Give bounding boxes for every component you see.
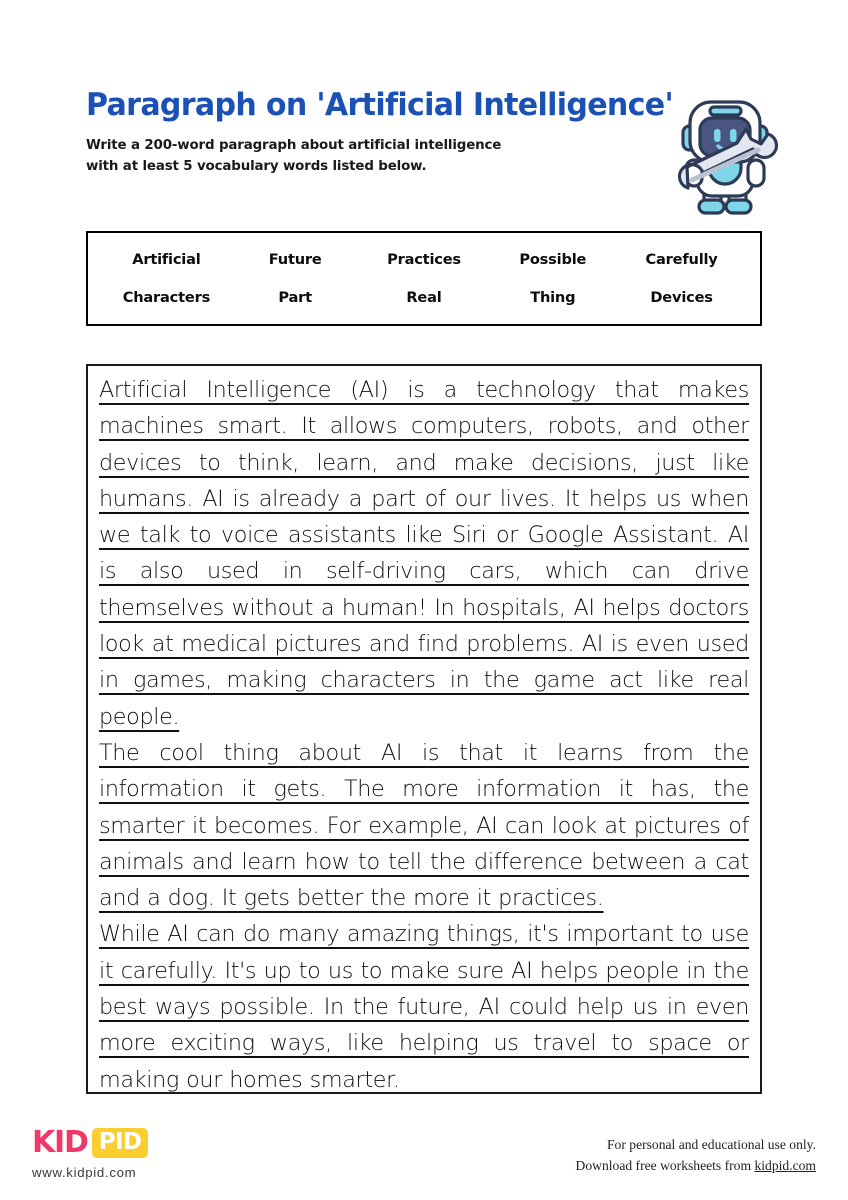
vocabulary-word-bank [86, 231, 762, 326]
vocabulary-word: Characters [122, 289, 211, 306]
footer-legal-text [576, 1134, 816, 1176]
instruction-line-1: Write a 200-word paragraph about artificial intelligence [86, 137, 502, 153]
vocabulary-word: Carefully [645, 251, 718, 268]
worksheet-instructions [86, 135, 676, 178]
vocabulary-word: Part [278, 289, 312, 306]
legal-line-1: For personal and educational use only. [606, 1137, 816, 1152]
legal-line-2 [576, 1155, 816, 1176]
worksheet-header [86, 88, 776, 218]
kidpid-logo[interactable] [32, 1126, 148, 1180]
essay-paragraph: The cool thing about AI is that it learns from the information it gets. The more information it has, the smarter it becomes. For example, AI can look at pictures of animals and learn how to tell the difference between a cat and a dog. It gets better the more it practices. [99, 739, 749, 912]
vocabulary-row-2 [102, 289, 746, 306]
vocabulary-word: Future [268, 251, 322, 268]
vocabulary-row-1 [102, 251, 746, 268]
vocabulary-word: Thing [530, 289, 576, 306]
kidpid-wordmark [32, 1126, 148, 1160]
robot-with-wrench-icon [666, 88, 784, 218]
legal-line-2-prefix: Download free worksheets from [575, 1158, 755, 1174]
instruction-line-2: with at least 5 vocabulary words listed below. [86, 159, 427, 175]
brand-kid-text: KID [32, 1125, 88, 1160]
kidpid-link[interactable]: kidpid.com [754, 1158, 816, 1174]
vocabulary-word: Possible [519, 251, 587, 268]
vocabulary-word: Devices [650, 289, 713, 306]
page-footer [0, 1118, 848, 1200]
essay-paragraph: While AI can do many amazing things, it's important to use it carefully. It's up to us to make sure AI helps people in the best ways possible. In the future, AI could help us in even more exciting ways, like helping us travel to space or making our homes smarter. [99, 921, 749, 1093]
essay-paragraph: Artificial Intelligence (AI) is a technology that makes machines smart. It allows computers, robots, and other devices to think, learn, and make decisions, just like humans. AI is already a part of our lives. It helps us when we talk to voice assistants like Siri or Google Assistant. AI is also used in self-driving cars, which can drive themselves without a human! In hospitals, AI helps doctors look at medical pictures and find problems. AI is even used in games, making characters in the game act like real people. [99, 377, 749, 730]
header-text-block [86, 88, 676, 178]
vocabulary-word: Practices [387, 251, 461, 268]
vocabulary-word: Artificial [132, 251, 201, 268]
essay-text [99, 372, 749, 1094]
vocabulary-word: Real [406, 289, 442, 306]
brand-pid-badge: PID [92, 1128, 149, 1157]
essay-answer-box[interactable] [86, 364, 762, 1094]
brand-website-url: www.kidpid.com [32, 1165, 137, 1180]
page-title: Paragraph on 'Artificial Intelligence' [86, 87, 674, 123]
